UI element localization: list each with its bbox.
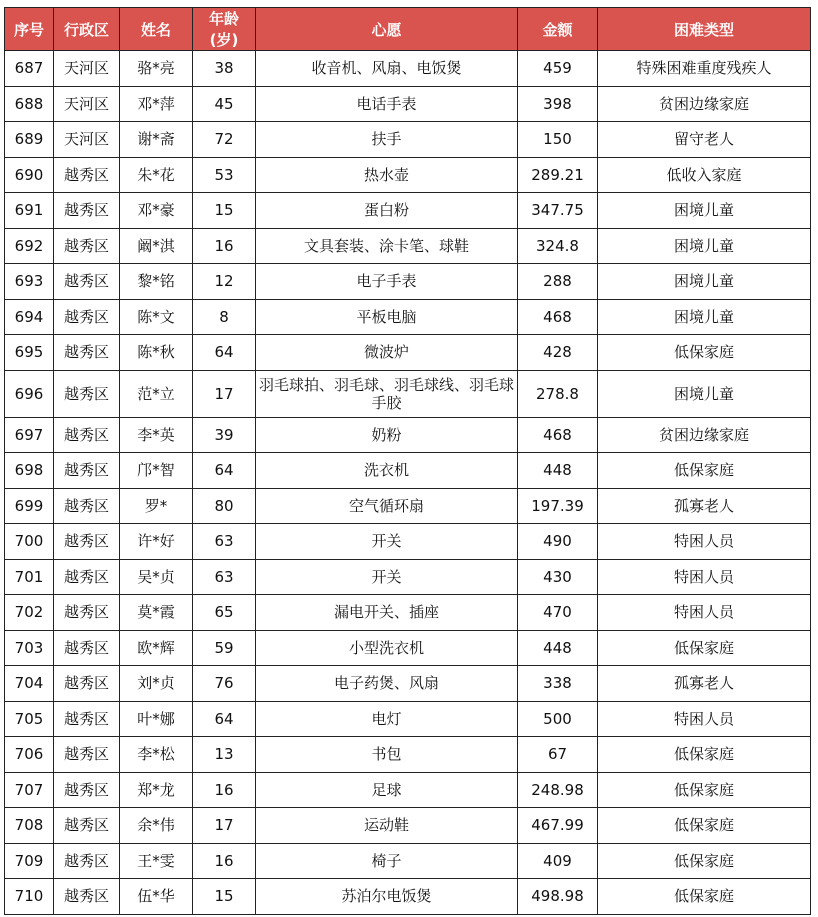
header-index: 序号 [5,8,54,51]
header-amount: 金额 [518,8,598,51]
age-cell: 59 [193,630,256,666]
header-district: 行政区 [54,8,120,51]
table-row [5,299,811,335]
age-cell: 65 [193,595,256,631]
age-cell: 64 [193,453,256,489]
index-cell: 693 [5,264,54,300]
wish-cell: 书包 [256,737,518,773]
table-row [5,264,811,300]
age-cell: 64 [193,335,256,371]
hardship-type-cell: 贫困边缘家庭 [598,417,811,453]
wish-cell: 奶粉 [256,417,518,453]
name-cell: 朱*花 [120,157,193,193]
district-cell: 天河区 [54,51,120,87]
table-row [5,122,811,158]
hardship-type-cell: 困境儿童 [598,370,811,417]
district-cell: 天河区 [54,86,120,122]
table-row [5,843,811,879]
index-cell: 705 [5,701,54,737]
table-row [5,524,811,560]
header-wish: 心愿 [256,8,518,51]
wish-cell: 扶手 [256,122,518,158]
hardship-type-cell: 困境儿童 [598,228,811,264]
age-cell: 63 [193,559,256,595]
table-row [5,879,811,915]
amount-cell: 470 [518,595,598,631]
index-cell: 701 [5,559,54,595]
hardship-type-cell: 困境儿童 [598,264,811,300]
wish-cell: 漏电开关、插座 [256,595,518,631]
amount-cell: 278.8 [518,370,598,417]
name-cell: 邝*智 [120,453,193,489]
index-cell: 709 [5,843,54,879]
amount-cell: 338 [518,666,598,702]
name-cell: 吴*贞 [120,559,193,595]
table-row [5,808,811,844]
district-cell: 越秀区 [54,193,120,229]
age-cell: 76 [193,666,256,702]
hardship-type-cell: 低保家庭 [598,453,811,489]
age-cell: 16 [193,228,256,264]
name-cell: 李*英 [120,417,193,453]
name-cell: 阚*淇 [120,228,193,264]
name-cell: 王*雯 [120,843,193,879]
district-cell: 越秀区 [54,595,120,631]
index-cell: 689 [5,122,54,158]
hardship-type-cell: 低保家庭 [598,772,811,808]
wish-table [4,7,811,915]
index-cell: 700 [5,524,54,560]
index-cell: 697 [5,417,54,453]
index-cell: 704 [5,666,54,702]
wish-cell: 热水壶 [256,157,518,193]
hardship-type-cell: 低保家庭 [598,630,811,666]
age-cell: 8 [193,299,256,335]
table-row [5,228,811,264]
district-cell: 越秀区 [54,370,120,417]
district-cell: 越秀区 [54,335,120,371]
index-cell: 702 [5,595,54,631]
table-row [5,488,811,524]
name-cell: 陈*文 [120,299,193,335]
district-cell: 越秀区 [54,701,120,737]
district-cell: 越秀区 [54,299,120,335]
district-cell: 越秀区 [54,417,120,453]
name-cell: 邓*豪 [120,193,193,229]
amount-cell: 398 [518,86,598,122]
index-cell: 710 [5,879,54,915]
name-cell: 伍*华 [120,879,193,915]
index-cell: 687 [5,51,54,87]
hardship-type-cell: 低保家庭 [598,808,811,844]
name-cell: 李*松 [120,737,193,773]
age-cell: 15 [193,193,256,229]
header-hardship-type: 困难类型 [598,8,811,51]
age-cell: 17 [193,370,256,417]
hardship-type-cell: 特困人员 [598,595,811,631]
district-cell: 越秀区 [54,737,120,773]
age-cell: 12 [193,264,256,300]
amount-cell: 197.39 [518,488,598,524]
table-body [5,51,811,915]
index-cell: 708 [5,808,54,844]
table-row [5,559,811,595]
amount-cell: 409 [518,843,598,879]
age-cell: 53 [193,157,256,193]
district-cell: 天河区 [54,122,120,158]
amount-cell: 347.75 [518,193,598,229]
hardship-type-cell: 低收入家庭 [598,157,811,193]
amount-cell: 430 [518,559,598,595]
table-row [5,417,811,453]
index-cell: 703 [5,630,54,666]
name-cell: 黎*铭 [120,264,193,300]
name-cell: 叶*娜 [120,701,193,737]
amount-cell: 428 [518,335,598,371]
amount-cell: 448 [518,630,598,666]
wish-cell: 微波炉 [256,335,518,371]
district-cell: 越秀区 [54,559,120,595]
amount-cell: 468 [518,417,598,453]
district-cell: 越秀区 [54,843,120,879]
amount-cell: 67 [518,737,598,773]
wish-cell: 文具套装、涂卡笔、球鞋 [256,228,518,264]
header-age: 年龄(岁) [193,8,256,51]
table-row [5,737,811,773]
amount-cell: 288 [518,264,598,300]
amount-cell: 459 [518,51,598,87]
table-row [5,157,811,193]
wish-cell: 电子药煲、风扇 [256,666,518,702]
wish-cell: 洗衣机 [256,453,518,489]
index-cell: 699 [5,488,54,524]
index-cell: 698 [5,453,54,489]
header-row [5,8,811,51]
age-cell: 45 [193,86,256,122]
name-cell: 陈*秋 [120,335,193,371]
hardship-type-cell: 孤寡老人 [598,666,811,702]
district-cell: 越秀区 [54,228,120,264]
wish-cell: 开关 [256,559,518,595]
hardship-type-cell: 留守老人 [598,122,811,158]
index-cell: 695 [5,335,54,371]
wish-cell: 平板电脑 [256,299,518,335]
table-row [5,86,811,122]
wish-cell: 苏泊尔电饭煲 [256,879,518,915]
table-row [5,595,811,631]
wish-cell: 开关 [256,524,518,560]
name-cell: 谢*斋 [120,122,193,158]
district-cell: 越秀区 [54,488,120,524]
index-cell: 692 [5,228,54,264]
name-cell: 刘*贞 [120,666,193,702]
name-cell: 余*伟 [120,808,193,844]
table-row [5,370,811,417]
index-cell: 691 [5,193,54,229]
age-cell: 38 [193,51,256,87]
district-cell: 越秀区 [54,630,120,666]
name-cell: 邓*萍 [120,86,193,122]
age-cell: 39 [193,417,256,453]
hardship-type-cell: 低保家庭 [598,737,811,773]
district-cell: 越秀区 [54,453,120,489]
district-cell: 越秀区 [54,524,120,560]
age-cell: 17 [193,808,256,844]
index-cell: 694 [5,299,54,335]
amount-cell: 248.98 [518,772,598,808]
district-cell: 越秀区 [54,666,120,702]
district-cell: 越秀区 [54,879,120,915]
table-row [5,630,811,666]
hardship-type-cell: 特殊困难重度残疾人 [598,51,811,87]
amount-cell: 468 [518,299,598,335]
index-cell: 706 [5,737,54,773]
amount-cell: 324.8 [518,228,598,264]
wish-cell: 空气循环扇 [256,488,518,524]
hardship-type-cell: 特困人员 [598,559,811,595]
name-cell: 罗* [120,488,193,524]
amount-cell: 467.99 [518,808,598,844]
wish-cell: 电话手表 [256,86,518,122]
hardship-type-cell: 贫困边缘家庭 [598,86,811,122]
hardship-type-cell: 低保家庭 [598,879,811,915]
wish-cell: 电灯 [256,701,518,737]
table-row [5,453,811,489]
wish-cell: 运动鞋 [256,808,518,844]
amount-cell: 500 [518,701,598,737]
amount-cell: 150 [518,122,598,158]
district-cell: 越秀区 [54,264,120,300]
name-cell: 莫*霞 [120,595,193,631]
hardship-type-cell: 低保家庭 [598,335,811,371]
table-row [5,772,811,808]
age-cell: 80 [193,488,256,524]
index-cell: 696 [5,370,54,417]
hardship-type-cell: 困境儿童 [598,193,811,229]
name-cell: 许*好 [120,524,193,560]
name-cell: 欧*辉 [120,630,193,666]
wish-cell: 蛋白粉 [256,193,518,229]
table-row [5,335,811,371]
age-cell: 15 [193,879,256,915]
age-cell: 16 [193,843,256,879]
name-cell: 范*立 [120,370,193,417]
amount-cell: 448 [518,453,598,489]
table-row [5,193,811,229]
header-name: 姓名 [120,8,193,51]
hardship-type-cell: 特困人员 [598,524,811,560]
district-cell: 越秀区 [54,772,120,808]
wish-cell: 小型洗衣机 [256,630,518,666]
name-cell: 郑*龙 [120,772,193,808]
table-row [5,51,811,87]
age-cell: 72 [193,122,256,158]
table-row [5,701,811,737]
wish-cell: 羽毛球拍、羽毛球、羽毛球线、羽毛球手胶 [256,370,518,417]
name-cell: 骆*亮 [120,51,193,87]
table-row [5,666,811,702]
amount-cell: 289.21 [518,157,598,193]
hardship-type-cell: 困境儿童 [598,299,811,335]
district-cell: 越秀区 [54,157,120,193]
age-cell: 13 [193,737,256,773]
index-cell: 690 [5,157,54,193]
wish-cell: 椅子 [256,843,518,879]
age-cell: 64 [193,701,256,737]
hardship-type-cell: 特困人员 [598,701,811,737]
district-cell: 越秀区 [54,808,120,844]
index-cell: 707 [5,772,54,808]
wish-cell: 收音机、风扇、电饭煲 [256,51,518,87]
wish-cell: 足球 [256,772,518,808]
age-cell: 16 [193,772,256,808]
hardship-type-cell: 孤寡老人 [598,488,811,524]
age-cell: 63 [193,524,256,560]
hardship-type-cell: 低保家庭 [598,843,811,879]
wish-cell: 电子手表 [256,264,518,300]
amount-cell: 490 [518,524,598,560]
index-cell: 688 [5,86,54,122]
amount-cell: 498.98 [518,879,598,915]
